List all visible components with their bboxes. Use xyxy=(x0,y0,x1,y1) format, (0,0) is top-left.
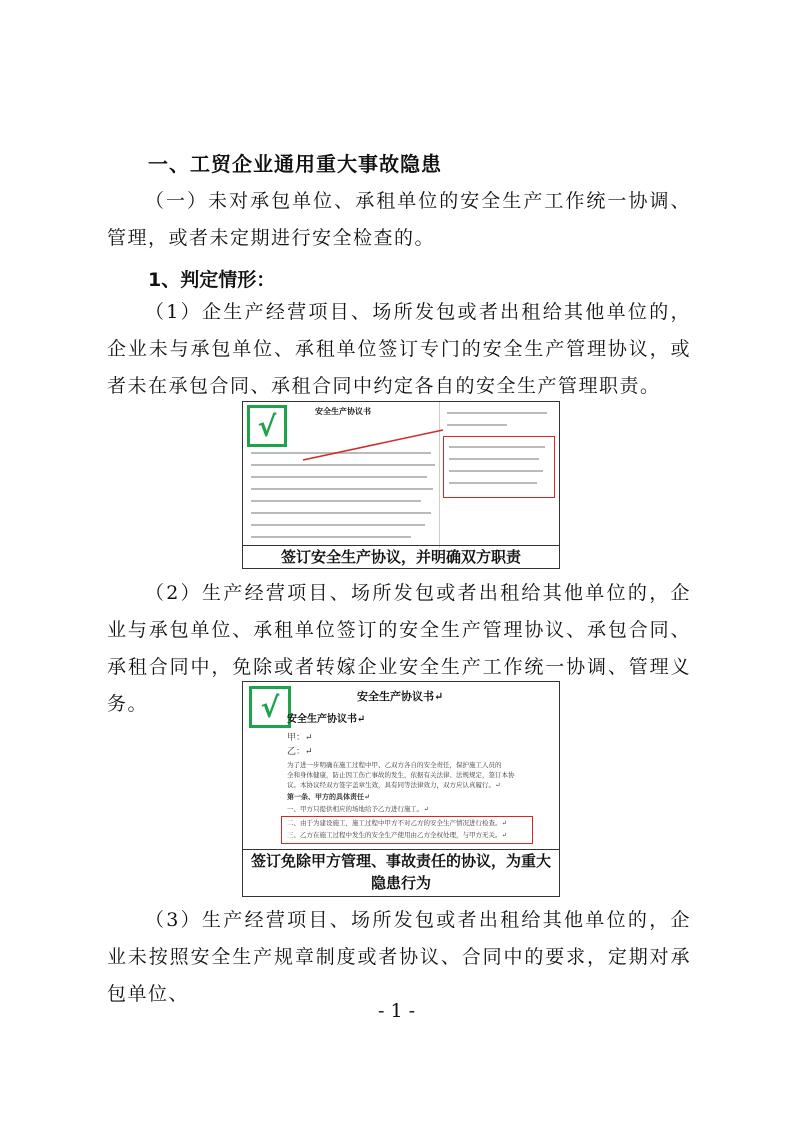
clause-line-1: 一、甲方只提供相应的场地给予乙方进行施工。↵ xyxy=(287,805,429,813)
figure-1-caption: 签订安全生产协议，并明确双方职责 xyxy=(243,545,559,568)
body-line-1: 为了进一步明确在施工过程中甲、乙双方各自的安全责任，保护施工人员的 xyxy=(287,761,502,769)
figure-1 xyxy=(242,401,560,569)
figure-2-doc-title: 安全生产协议书↵ xyxy=(357,690,444,703)
highlight-arrow xyxy=(243,402,559,548)
item-1-text: （一）未对承包单位、承租单位的安全生产工作统一协调、管理，或者未定期进行安全检查的。 xyxy=(107,190,691,249)
clause-title: 第一条、甲方的具体责任↵ xyxy=(287,792,370,801)
clause-line-2: 二、由于为建设施工，施工过程中甲方不对乙方的安全生产情况进行检查。↵ xyxy=(287,819,507,827)
figure-2-subtitle: 安全生产协议书↵ xyxy=(287,714,366,725)
figure-2 xyxy=(242,681,560,897)
page-number: - 1 - xyxy=(377,1000,415,1022)
figure-2-caption: 签订免除甲方管理、事故责任的协议，为重大隐患行为 xyxy=(243,849,559,896)
party-a: 甲：↵ xyxy=(287,733,313,743)
case-1-text: （1）企生产经营项目、场所发包或者出租给其他单位的，企业未与承包单位、承租单位签订专门的安全生产管理协议，或者未在承包合同、承租合同中约定各自的安全生产管理职责。 xyxy=(107,301,691,397)
subheading: 1、判定情形： xyxy=(148,269,276,291)
figure-1-doc-title: 安全生产协议书 xyxy=(315,406,371,416)
case-3-text: （3）生产经营项目、场所发包或者出租给其他单位的，企业未按照安全生产规章制度或者协议、合同中的要求，定期对承包单位、 xyxy=(107,909,691,1005)
checkmark-icon: √ xyxy=(247,405,287,447)
body-line-2: 全和身体健康，防止因工伤亡事故的发生，依据有关法律、法规规定，签订本协 xyxy=(287,771,515,779)
section-heading: 一、工贸企业通用重大事故隐患 xyxy=(148,152,442,176)
party-b: 乙：↵ xyxy=(287,747,313,757)
case-2-text: （2）生产经营项目、场所发包或者出租给其他单位的，企业与承包单位、承租单位签订的安全生产管理协议、承包合同、承租合同中，免除或者转嫁企业安全生产工作统一协调、管理义务。 xyxy=(107,582,691,715)
clause-line-3: 三、乙方在施工过程中发生的安全生产使用由乙方全权处理，与甲方无关。↵ xyxy=(287,831,507,839)
checkmark-icon: √ xyxy=(249,686,291,728)
body-line-3: 议。本协议经双方签字盖章生效，具有同等法律效力，双方应认真履行。↵ xyxy=(287,781,501,789)
